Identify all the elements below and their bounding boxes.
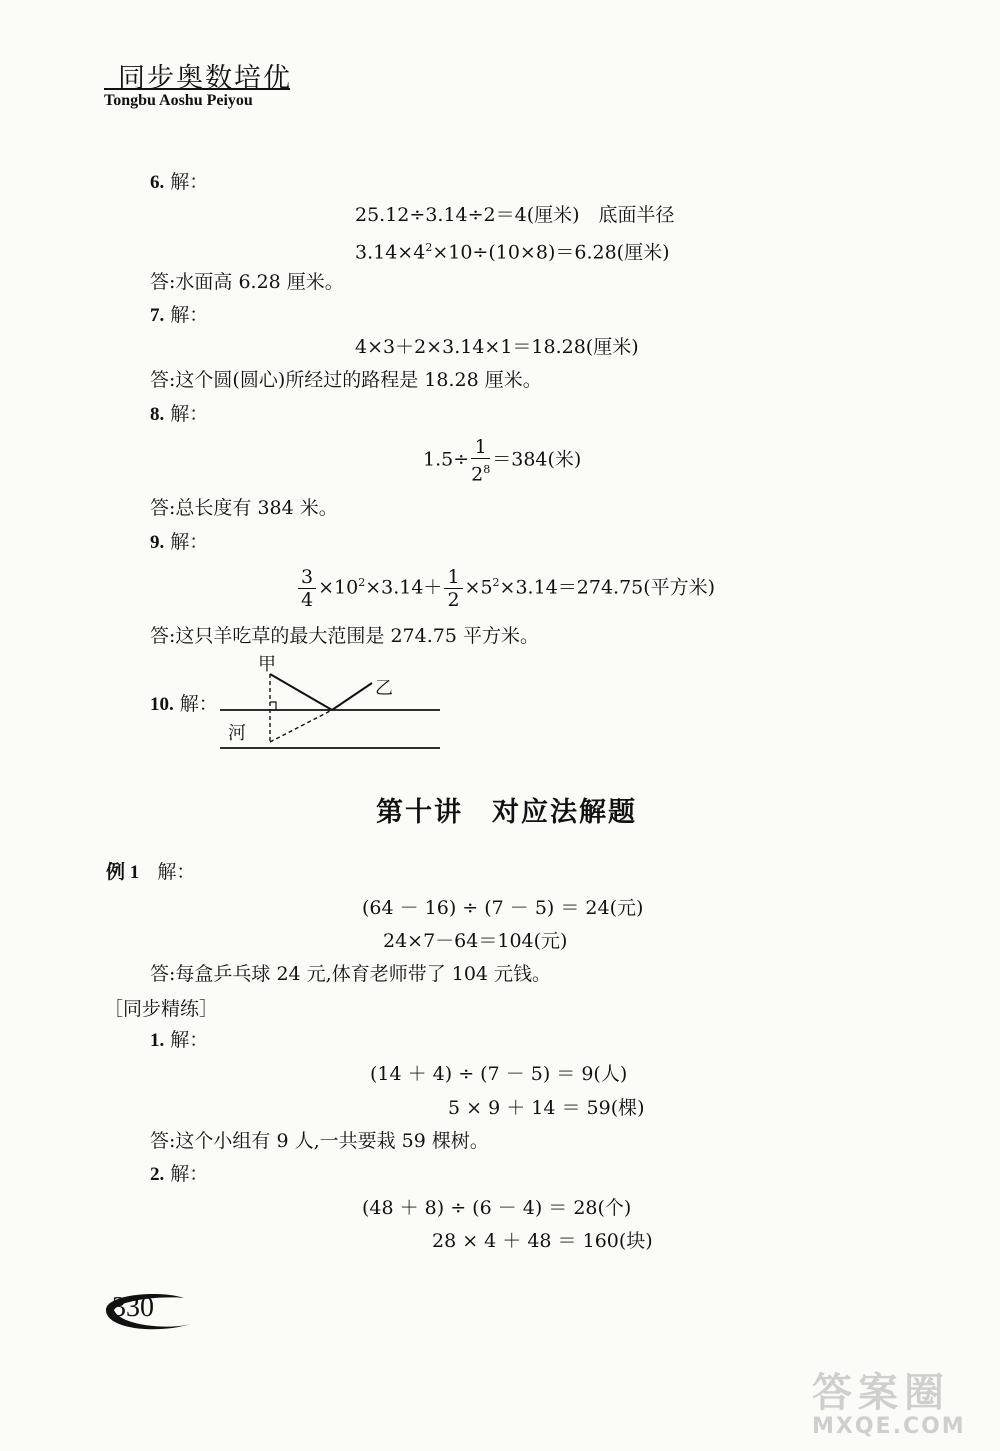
q6-jie: 解： (170, 171, 209, 193)
p1-eq1: (14 ＋ 4) ÷ (7 － 5) ＝ 9(人) (370, 1063, 628, 1085)
q9-fraction-1 (298, 566, 316, 611)
p1-jie: 解： (170, 1029, 209, 1051)
p1-heading (150, 1028, 208, 1053)
q9-f1-num: 3 (298, 566, 316, 589)
q9-exp1: 2 (358, 576, 366, 590)
p2-eq1: (48 ＋ 8) ÷ (6 － 4) ＝ 28(个) (362, 1197, 632, 1219)
path-a-to-bank (270, 674, 332, 710)
q9-f2-num: 1 (444, 566, 462, 589)
example1-label: 例 1 (106, 862, 140, 883)
watermark-line1: 答案圈 (812, 1370, 950, 1416)
q8-eq-pre: 1.5÷ (423, 448, 470, 471)
lecture-title: 第十讲 对应法解题 (376, 797, 637, 828)
river-label: 河 (228, 723, 246, 744)
q6-eq2-b: ×10÷(10×8)＝6.28(厘米) (432, 241, 670, 264)
header-rule (104, 88, 290, 90)
book-title: 同步奥数培优 (118, 63, 292, 94)
example1-heading (106, 860, 195, 885)
point-a-label: 甲 (258, 654, 276, 675)
q8-jie: 解： (170, 403, 209, 425)
river-path-diagram (210, 650, 450, 760)
q10-jie: 解： (179, 693, 218, 715)
q8-frac-num: 1 (471, 436, 490, 459)
right-angle-mark (270, 702, 276, 710)
example1-answer: 答:每盒乒乓球 24 元,体育老师带了 104 元钱。 (150, 963, 552, 985)
q8-answer: 答:总长度有 384 米。 (150, 497, 338, 519)
p2-label: 2. (150, 1164, 165, 1185)
p2-eq2: 28 × 4 ＋ 48 ＝ 160(块) (432, 1230, 653, 1252)
reflection-line (270, 710, 332, 742)
example1-jie: 解： (157, 861, 196, 883)
q10-label: 10. (150, 694, 174, 715)
q7-jie: 解： (170, 304, 209, 326)
q9-seg2: ×3.14＋ (365, 576, 443, 599)
q9-seg1: ×10 (318, 576, 359, 599)
q8-heading (150, 402, 208, 427)
q9-exp2: 2 (492, 576, 500, 590)
q6-eq1: 25.12÷3.14÷2＝4(厘米) 底面半径 (355, 204, 675, 226)
q7-heading (150, 303, 208, 328)
q8-eq-post: ＝384(米) (492, 448, 582, 471)
q8-fraction (471, 436, 490, 485)
example1-eq1: (64 － 16) ÷ (7 － 5) ＝ 24(元) (362, 897, 644, 919)
q9-jie: 解： (170, 531, 209, 553)
q9-f2-den: 2 (447, 589, 460, 611)
q7-answer: 答:这个圆(圆心)所经过的路程是 18.28 厘米。 (150, 369, 542, 391)
q9-seg3: ×5 (464, 576, 493, 599)
q9-answer: 答:这只羊吃草的最大范围是 274.75 平方米。 (150, 625, 539, 647)
p2-jie: 解： (170, 1163, 209, 1185)
q7-eq1: 4×3＋2×3.14×1＝18.28(厘米) (355, 336, 639, 358)
q8-eq1 (423, 436, 581, 485)
example1-eq2: 24×7－64＝104(元) (383, 930, 568, 952)
q9-eq1 (296, 566, 715, 611)
q6-eq2-exp: 2 (425, 241, 433, 254)
watermark-line2: MXQE.COM (812, 1414, 966, 1439)
q9-seg4: ×3.14＝274.75(平方米) (499, 576, 716, 599)
section-title: ［同步精练］ (104, 998, 219, 1020)
q7-label: 7. (150, 305, 165, 326)
p1-eq2: 5 × 9 ＋ 14 ＝ 59(棵) (448, 1097, 645, 1119)
q9-heading (150, 530, 208, 555)
q9-fraction-2 (444, 566, 462, 611)
page-number: 330 (112, 1292, 154, 1323)
q9-f1-den: 4 (301, 589, 314, 611)
p1-answer: 答:这个小组有 9 人,一共要栽 59 棵树。 (150, 1130, 489, 1152)
q6-label: 6. (150, 172, 165, 193)
book-title-pinyin: Tongbu Aoshu Peiyou (104, 92, 253, 109)
q6-eq2-a: 3.14×4 (355, 241, 426, 264)
q8-frac-den-exp: 8 (483, 463, 491, 476)
q10-heading (150, 692, 218, 717)
q6-heading (150, 170, 208, 195)
p2-heading (150, 1162, 208, 1187)
q8-label: 8. (150, 404, 165, 425)
point-b-label: 乙 (375, 678, 393, 699)
q6-eq2 (355, 236, 670, 264)
q9-label: 9. (150, 532, 165, 553)
q6-answer: 答:水面高 6.28 厘米。 (150, 271, 344, 293)
q8-frac-den-base: 2 (471, 463, 484, 486)
watermark (812, 1372, 966, 1439)
p1-label: 1. (150, 1030, 165, 1051)
q8-frac-den (471, 459, 490, 485)
path-bank-to-b (332, 683, 372, 710)
